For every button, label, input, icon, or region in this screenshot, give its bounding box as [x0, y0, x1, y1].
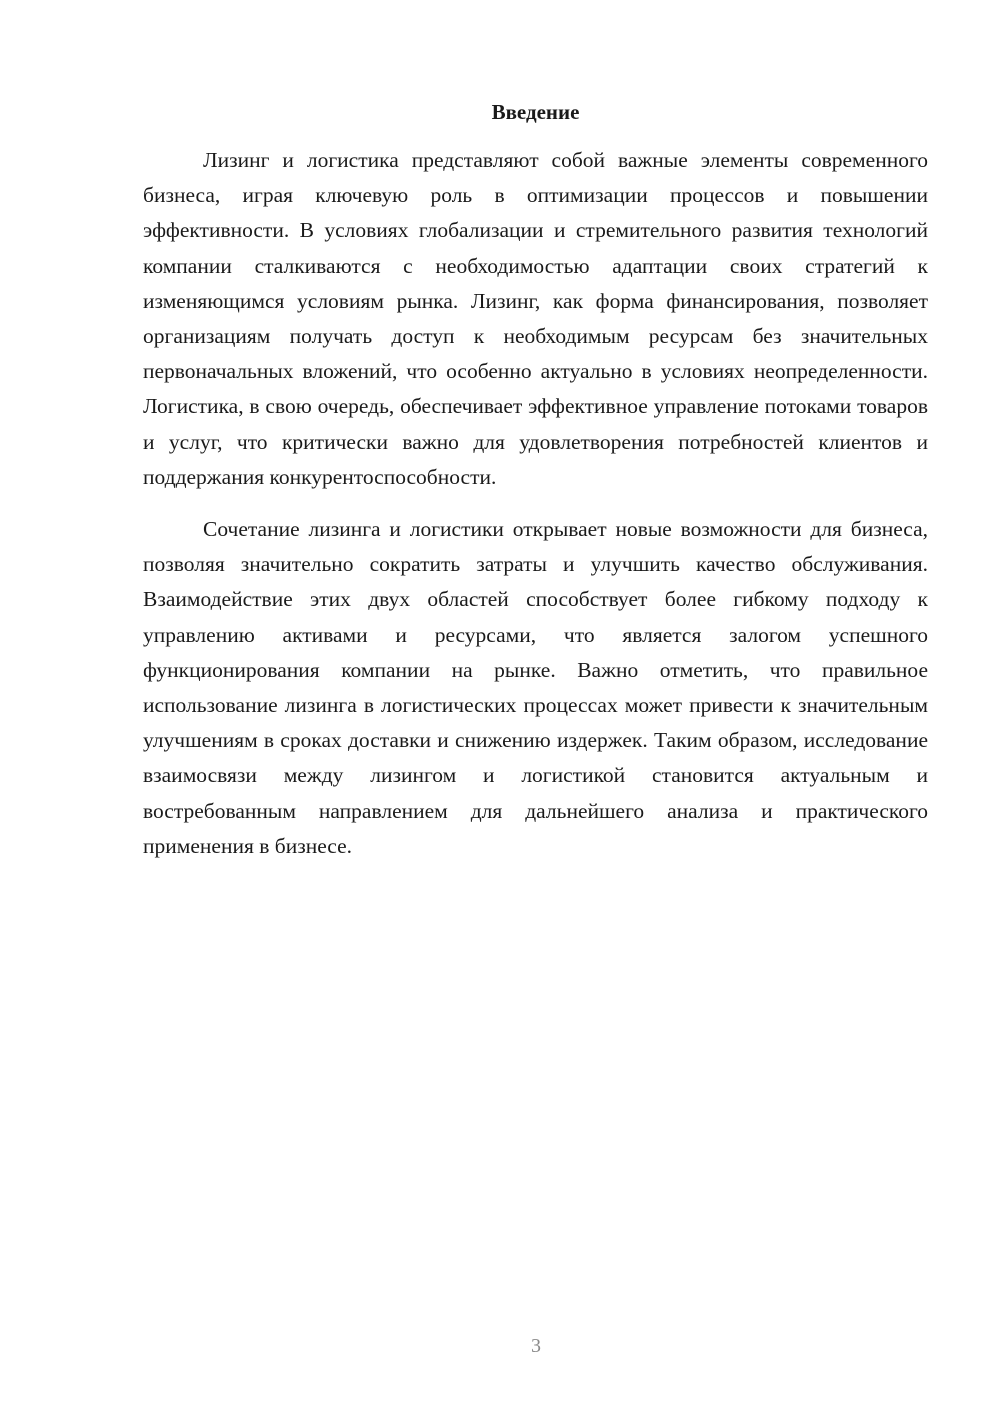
paragraph-1: Лизинг и логистика представляют собой важные элементы современного бизнеса, играя ключевую роль в оптимизации процессов и повышении эффективности. В условиях глобализации и стремительного развития технологий компании сталкиваются с необходимостью адаптации своих стратегий к изменяющимся условиям рынка. Лизинг, как форма финансирования, позволяет организациям получать доступ к необходимым ресурсам без значительных первоначальных вложений, что особенно актуально в условиях неопределенности. Логистика, в свою очередь, обеспечивает эффективное управление потоками товаров и услуг, что критически важно для удовлетворения потребностей клиентов и поддержания конкурентоспособности.	[143, 148, 928, 489]
body-text	[143, 143, 928, 864]
page-number: 3	[531, 1335, 541, 1357]
section-heading: Введение	[491, 100, 580, 124]
paragraph-2: Сочетание лизинга и логистики открывает новые возможности для бизнеса, позволяя значительно сократить затраты и улучшить качество обслуживания. Взаимодействие этих двух областей способствует более гибкому подходу к управлению активами и ресурсами, что является залогом успешного функционирования компании на рынке. Важно отметить, что правильное использование лизинга в логистических процессах может привести к значительным улучшениям в сроках доставки и снижению издержек. Таким образом, исследование взаимосвязи между лизингом и логистикой становится актуальным и востребованным направлением для дальнейшего анализа и практического применения в бизнесе.	[143, 517, 928, 858]
